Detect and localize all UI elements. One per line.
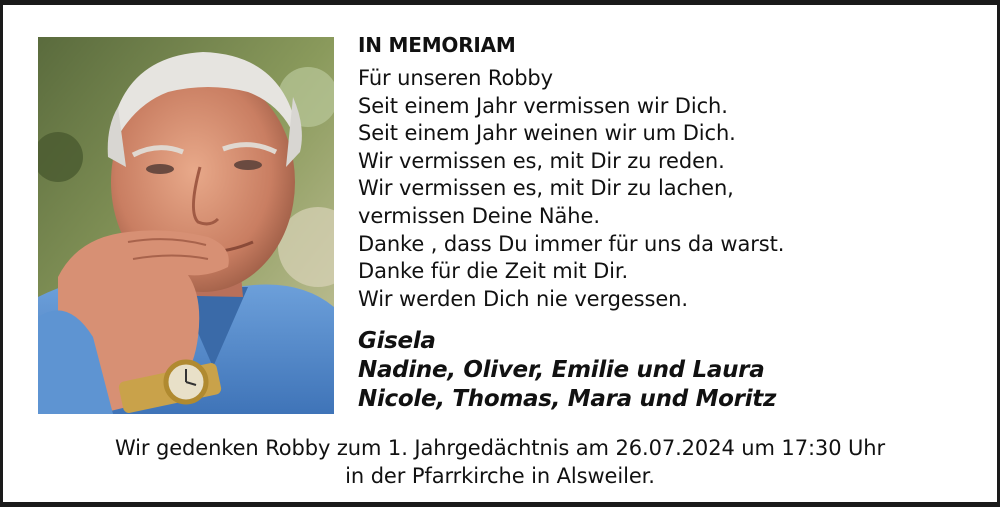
signature-line: Nadine, Oliver, Emilie und Laura (358, 357, 765, 384)
heading: IN MEMORIAM (358, 33, 516, 57)
portrait-photo (38, 37, 334, 414)
poem-line: Für unseren Robby (358, 66, 553, 90)
signatures (358, 327, 784, 414)
poem-line: Danke für die Zeit mit Dir. (358, 259, 629, 284)
service-announcement (0, 434, 1000, 490)
signature-line: Gisela (358, 328, 436, 355)
poem-line: Wir vermissen es, mit Dir zu reden. (358, 148, 725, 173)
footer-line: in der Pfarrkirche in Alsweiler. (345, 464, 655, 488)
poem (358, 65, 784, 313)
footer-line: Wir gedenken Robby zum 1. Jahrgedächtnis am 26.07.2024 um 17:30 Uhr (114, 436, 886, 460)
memorial-text-block (358, 33, 784, 414)
signature-line: Nicole, Thomas, Mara und Moritz (358, 386, 777, 413)
poem-line: Danke , dass Du immer für uns da warst. (358, 231, 785, 256)
poem-line: Wir werden Dich nie vergessen. (358, 286, 688, 311)
poem-line: vermissen Deine Nähe. (358, 203, 600, 228)
poem-line: Seit einem Jahr vermissen wir Dich. (358, 93, 728, 118)
poem-line: Wir vermissen es, mit Dir zu lachen, (358, 176, 734, 201)
poem-line: Seit einem Jahr weinen wir um Dich. (358, 121, 736, 146)
